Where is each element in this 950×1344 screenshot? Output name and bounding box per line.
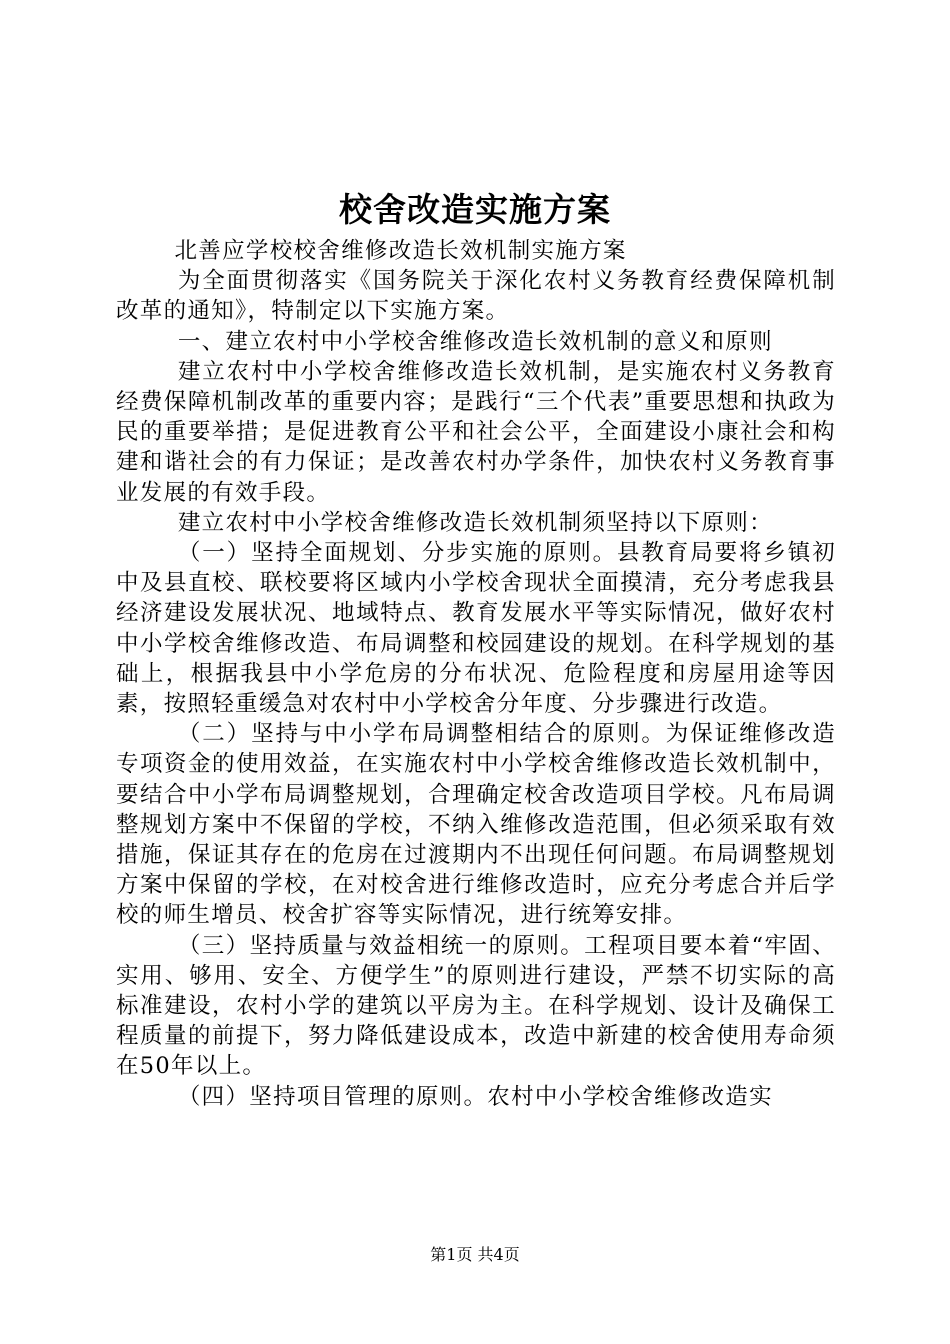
document-body	[116, 236, 836, 1112]
paragraph-principle-2: （二）坚持与中小学布局调整相结合的原则。为保证维修改造专项资金的使用效益，在实施农村中小学校舍维修改造长效机制中，要结合中小学布局调整规划，合理确定校舍改造项目学校。凡布局调整规划方案中不保留的学校，不纳入维修改造范围，但必须采取有效措施，保证其存在的危房在过渡期内不出现任何问题。布局调整规划方案中保留的学校，在对校舍进行维修改造时，应充分考虑合并后学校的师生增员、校舍扩容等实际情况，进行统筹安排。	[116, 721, 836, 929]
paragraph-principle-3: （三）坚持质量与效益相统一的原则。工程项目要本着“牢固、实用、够用、安全、方便学生”的原则进行建设，严禁不切实际的高标准建设，农村小学的建筑以平房为主。在科学规划、设计及确保工程质量的前提下，努力降低建设成本，改造中新建的校舍使用寿命须在50年以上。	[116, 932, 836, 1080]
paragraph-principles-lead: 建立农村中小学校舍维修改造长效机制须坚持以下原则：	[177, 509, 773, 536]
page-footer: 第1页 共4页	[430, 1245, 520, 1264]
page-title: 校舍改造实施方案	[339, 190, 611, 229]
paragraph-principle-4: （四）坚持项目管理的原则。农村中小学校舍维修改造实	[177, 1083, 773, 1110]
paragraph-principle-1: （一）坚持全面规划、分步实施的原则。县教育局要将乡镇初中及县直校、联校要将区域内小学校舍现状全面摸清，充分考虑我县经济建设发展状况、地域特点、教育发展水平等实际情况，做好农村中小学校舍维修改造、布局调整和校园建设的规划。在科学规划的基础上，根据我县中小学危房的分布状况、危险程度和房屋用途等因素，按照轻重缓急对农村中小学校舍分年度、分步骤进行改造。	[116, 540, 836, 718]
document-subtitle: 北善应学校校舍维修改造长效机制实施方案	[174, 238, 627, 264]
paragraph-significance: 建立农村中小学校舍维修改造长效机制，是实施农村义务教育经费保障机制改革的重要内容；是践行“三个代表”重要思想和执政为民的重要举措；是促进教育公平和社会公平，全面建设小康社会和构建和谐社会的有力保证；是改善农村办学条件，加快农村义务教育事业发展的有效手段。	[116, 358, 836, 506]
paragraph-intro: 为全面贯彻落实《国务院关于深化农村义务教育经费保障机制改革的通知》，特制定以下实施方案。	[116, 268, 836, 325]
section-heading: 一、建立农村中小学校舍维修改造长效机制的意义和原则	[177, 328, 773, 355]
